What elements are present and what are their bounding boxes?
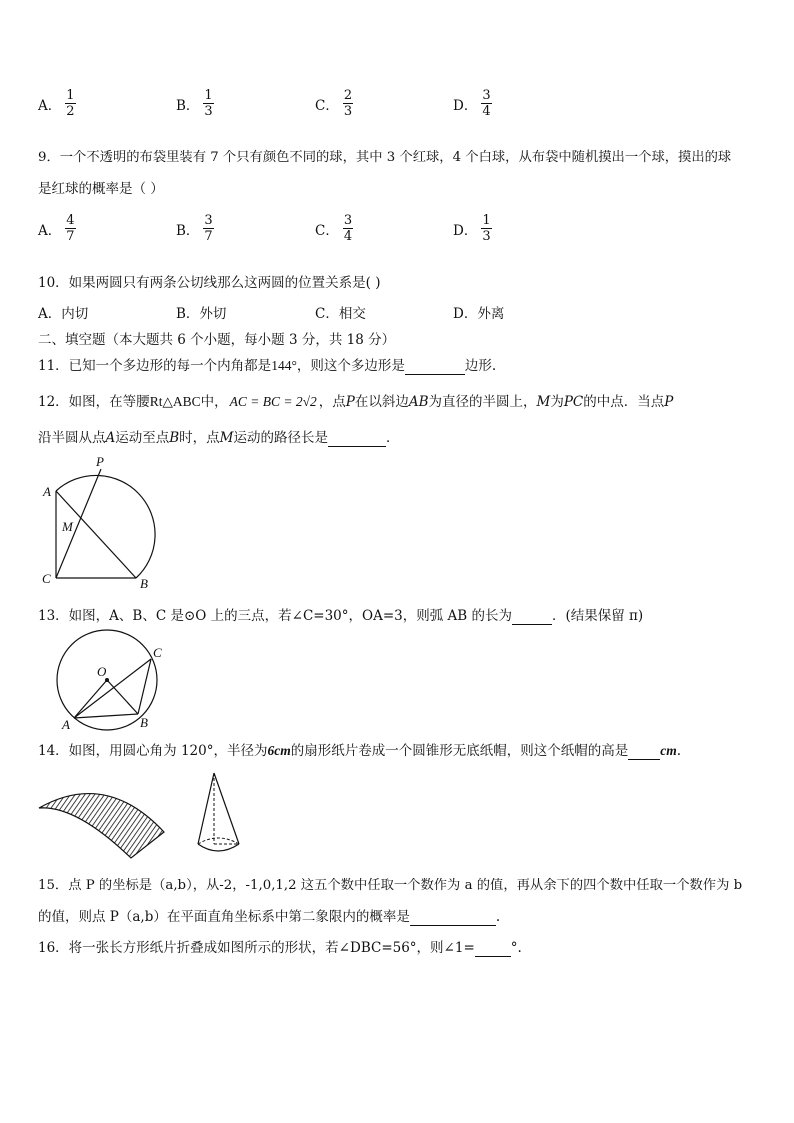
q9-line2: 是红球的概率是（ ）	[38, 181, 164, 197]
q9-option-b	[176, 213, 214, 244]
math-run: P	[345, 394, 355, 410]
q11-suffix: 边形.	[464, 358, 497, 374]
fraction	[65, 213, 75, 244]
q10-option-a: A．内切	[38, 306, 89, 322]
q8-option-a	[38, 88, 76, 119]
q15-line2	[38, 905, 500, 926]
math-run: M	[536, 394, 551, 410]
option-label: C．	[315, 222, 339, 239]
label-a: A	[43, 484, 51, 499]
fraction-numerator: 1	[204, 88, 213, 103]
answer-blank	[405, 358, 465, 375]
fraction-denominator: 4	[482, 104, 491, 119]
cone-base-back	[198, 838, 239, 844]
text-run: 的扇形纸片卷成一个圆锥形无底纸帽，则这个纸帽的高是	[290, 743, 629, 759]
fraction-numerator: 3	[343, 213, 353, 228]
fraction-denominator: 3	[482, 229, 491, 244]
fraction-denominator: 3	[204, 104, 213, 119]
fraction-numerator: 4	[66, 213, 75, 228]
q10-text: 10．如果两圆只有两条公切线那么这两圆的位置关系是( )	[38, 275, 381, 291]
q9-option-c	[315, 213, 353, 244]
text-run: 为直径的半圆上，	[428, 394, 537, 410]
q14	[38, 739, 681, 760]
option-label: D．	[453, 97, 478, 114]
q14-sector-figure	[36, 780, 171, 860]
q15-line1: 15．点 P 的坐标是（a,b），从-2，-1,0,1,2 这五个数中任取一个数作为 a 的值，再从余下的四个数中任取一个数作为 b	[38, 878, 743, 893]
q12-line1	[38, 390, 673, 410]
q16-text: 16．将一张长方形纸片折叠成如图所示的形状，若∠DBC=56°，则∠1=	[38, 940, 475, 956]
option-label: D．	[453, 222, 478, 239]
answer-blank	[512, 608, 552, 625]
text-run: 沿半圆从点	[38, 430, 106, 446]
text-run: 为	[550, 394, 564, 410]
math-run: PC	[563, 394, 584, 410]
fraction	[481, 88, 491, 119]
fraction-denominator: 4	[343, 229, 353, 244]
fraction-denominator: 7	[204, 229, 213, 244]
option-label: A．	[38, 97, 62, 114]
fraction	[343, 213, 353, 244]
section-heading: 二、填空题（本大题共 6 个小题，每小题 3 分，共 18 分）	[38, 332, 396, 348]
fraction	[203, 88, 213, 119]
text-run: 在以斜边	[354, 394, 409, 410]
fraction-numerator: 3	[482, 88, 491, 103]
q11-angle: 144°	[271, 358, 297, 373]
q16	[38, 936, 522, 957]
fraction-denominator: 7	[66, 229, 75, 244]
q12-line2	[38, 426, 400, 447]
text-run: 的中点．当点	[583, 394, 665, 410]
q13-figure	[50, 628, 170, 732]
q9-option-d	[453, 213, 492, 244]
q10-option-c: C．相交	[315, 306, 366, 322]
q13	[38, 604, 643, 625]
q10-option-d: D．外离	[453, 306, 505, 322]
text-run: 中，	[200, 394, 228, 410]
fraction	[481, 213, 491, 244]
math-run: B	[169, 430, 180, 446]
text-run: ，点	[318, 394, 346, 410]
fraction	[203, 213, 213, 244]
q14-cone-figure	[190, 768, 250, 863]
cone-base-front	[198, 844, 239, 851]
fraction-numerator: 1	[482, 213, 491, 228]
q11	[38, 354, 496, 375]
text-run: 12．如图，在等腰	[38, 394, 150, 410]
label-a: A	[62, 717, 70, 732]
fraction-denominator: 2	[66, 104, 75, 119]
option-label: B．	[176, 222, 200, 239]
q15-text: 的值，则点 P（a,b）在平面直角坐标系中第二象限内的概率是	[38, 909, 410, 925]
fraction-numerator: 3	[204, 213, 213, 228]
fraction-numerator: 2	[343, 88, 353, 103]
text-run: 14．如图，用圆心角为 120°，半径为	[38, 743, 268, 759]
math-run: M	[219, 430, 234, 446]
math-run: cm	[660, 743, 677, 758]
segment-ob	[107, 680, 138, 714]
option-label: C．	[315, 97, 339, 114]
cone-right-edge	[214, 773, 239, 844]
fraction	[343, 88, 353, 119]
label-m: M	[62, 519, 73, 534]
math-run: 6cm	[267, 743, 291, 758]
math-run: AB	[408, 394, 429, 410]
math-equation: AC = BC = 2√2	[229, 394, 317, 409]
q16-tail: °.	[510, 940, 522, 956]
label-c: C	[42, 571, 51, 586]
segment-oa	[74, 680, 107, 718]
label-o: O	[97, 664, 107, 679]
fraction-denominator: 3	[343, 104, 353, 119]
segment-ab	[74, 714, 138, 718]
math-run: Rt△ABC	[149, 394, 201, 409]
q13-text: 13．如图，A、B、C 是⊙O 上的三点，若∠C=30°，OA=3，则弧 AB 的长为	[38, 608, 512, 624]
label-c: C	[153, 645, 162, 660]
answer-blank	[410, 909, 496, 926]
label-b: B	[140, 715, 148, 730]
q11-mid: ，则这个多边形是	[296, 358, 405, 374]
text-run: 时，点	[179, 430, 220, 446]
q12-figure	[38, 452, 168, 592]
option-label: A．	[38, 222, 62, 239]
q8-option-b	[176, 88, 214, 119]
q15-tail: .	[495, 909, 501, 925]
answer-blank	[628, 743, 660, 760]
q13-tail: ．(结果保留 π)	[552, 608, 644, 624]
fraction	[65, 88, 75, 119]
sector-shape	[39, 794, 164, 858]
math-run: P	[664, 394, 674, 410]
q9-line1: 9．一个不透明的布袋里装有 7 个只有颜色不同的球，其中 3 个红球，4 个白球，从布袋中随机摸出一个球，摸出的球	[38, 150, 732, 165]
option-label: B．	[176, 97, 200, 114]
segment-ab	[56, 491, 136, 578]
q11-prefix: 11．已知一个多边形的每一个内角都是	[38, 358, 272, 374]
label-b: B	[140, 576, 148, 591]
text-run: 运动至点	[115, 430, 170, 446]
q8-option-d	[453, 88, 492, 119]
math-run: A	[105, 430, 116, 446]
cone-left-edge	[198, 773, 214, 844]
text-run: 运动的路径长是	[233, 430, 328, 446]
label-p: P	[96, 454, 104, 469]
q10-option-b: B．外切	[176, 306, 227, 322]
fraction-numerator: 1	[66, 88, 75, 103]
q8-option-c	[315, 88, 353, 119]
text-run: .	[676, 743, 682, 759]
text-run: ．	[386, 430, 400, 446]
answer-blank	[328, 430, 386, 447]
q9-option-a	[38, 213, 76, 244]
answer-blank	[475, 940, 511, 957]
